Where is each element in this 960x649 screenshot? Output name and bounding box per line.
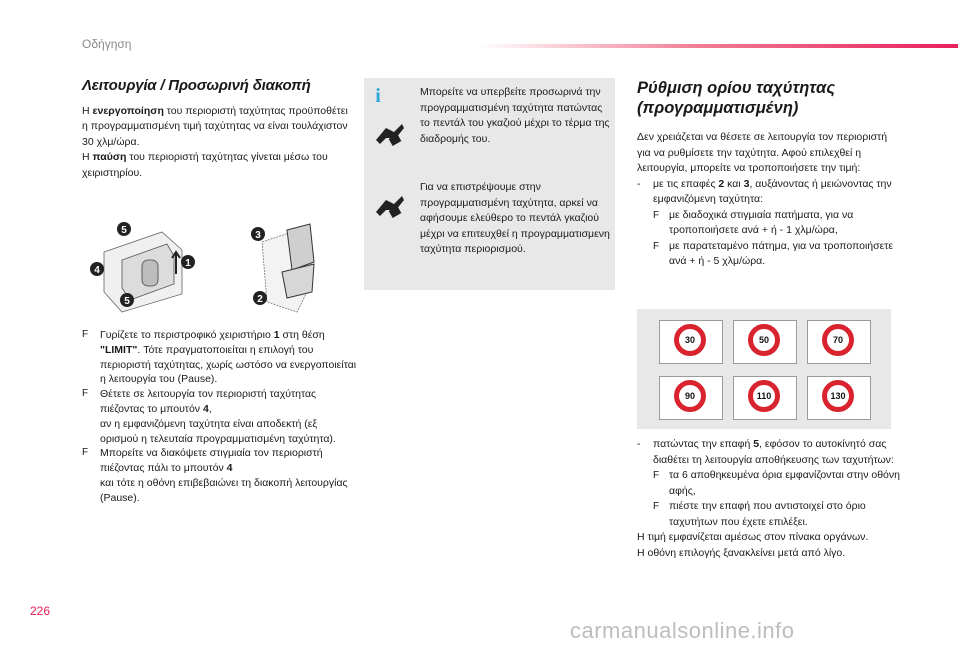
bold-ref: 4 bbox=[202, 402, 209, 415]
text: με τις επαφές bbox=[653, 177, 719, 190]
speed-sign-tile[interactable] bbox=[807, 376, 871, 420]
section-heading-operation: Λειτουργία / Προσωρινή διακοπή bbox=[82, 77, 311, 94]
bullet-marker: F bbox=[82, 388, 89, 400]
speed-limit-sign: 50 bbox=[748, 324, 780, 356]
speed-limiter-controls-illustration bbox=[82, 222, 352, 317]
callout-label: 4 bbox=[94, 265, 100, 276]
text: πατώντας την επαφή bbox=[653, 438, 754, 450]
sub-item-text: τα 6 αποθηκευμένα όρια εμφανίζονται στην οθόνη αφής, bbox=[669, 469, 900, 497]
list-item bbox=[637, 437, 907, 468]
operation-steps-list bbox=[82, 328, 358, 506]
bullet-marker: F bbox=[653, 240, 660, 252]
list-item-text bbox=[100, 387, 358, 446]
text: του περιοριστή ταχύτητας γίνεται μέσω του χειριστηρίου. bbox=[82, 151, 328, 179]
right-column-continued bbox=[637, 437, 907, 561]
info-text-return: Για να επιστρέψουμε στην προγραμματισμένη ταχύτητα, αρκεί να αφήσουμε ελεύθερο το πεντάλ γκαζιού μέχρι να επιτευχθεί η προγραμματισμενη ταχύτητα περιορισμού. bbox=[420, 181, 610, 255]
speed-sign-tile[interactable] bbox=[659, 320, 723, 364]
list-item-text bbox=[100, 446, 358, 505]
sub-item-text: πιέστε την επαφή που αντιστοιχεί στο όριο ταχυτήτων που έχετε επιλέξει. bbox=[669, 500, 866, 528]
foot-pedal-press-icon bbox=[372, 118, 406, 148]
text: και bbox=[724, 177, 744, 190]
text: Η bbox=[82, 104, 93, 117]
right-column bbox=[637, 78, 897, 270]
bullet-marker: F bbox=[653, 209, 660, 221]
bullet-marker: F bbox=[653, 501, 660, 512]
info-icon: i bbox=[375, 85, 381, 107]
sub-list-item bbox=[637, 468, 907, 499]
bold-term-activation: ενεργοποίηση bbox=[92, 104, 164, 117]
list-item-text bbox=[100, 328, 358, 387]
bullet-marker: F bbox=[653, 470, 660, 481]
text: αν η εμφανιζόμενη ταχύτητα είναι αποδεκτή (εξ ορισμού η τελευταία προγραμματισμένη ταχύτητα). bbox=[100, 417, 336, 445]
control-stalk-drawing bbox=[104, 232, 182, 312]
list-item bbox=[637, 177, 897, 208]
text: στη θέση bbox=[279, 329, 325, 341]
text: . Τότε πραγματοποιείται η επιλογή του περιοριστή ταχύτητας, χωρίς ωστόσο να ενεργοποιείται η λειτουργία του (Pause). bbox=[100, 343, 357, 386]
callout-3 bbox=[251, 227, 265, 241]
callout-5-top bbox=[117, 222, 131, 236]
text: Θέτετε σε λειτουργία τον περιοριστή ταχύτητας πιέζοντας το μπουτόν bbox=[100, 388, 317, 415]
callout-4 bbox=[90, 262, 104, 276]
list-item bbox=[82, 446, 358, 505]
bold-ref: 3 bbox=[743, 177, 750, 190]
steering-paddle-drawing bbox=[262, 224, 314, 312]
text: , bbox=[208, 402, 212, 415]
text: του περιοριστή ταχύτητας προϋποθέτει η προγραμματισμένη τιμή ταχύτητας να είναι τουλάχιστον bbox=[82, 104, 348, 132]
foot-pedal-release-icon bbox=[372, 190, 406, 220]
bold-ref: "LIMIT" bbox=[100, 343, 138, 356]
dash-marker: - bbox=[637, 438, 641, 450]
text: Η bbox=[82, 151, 93, 163]
speed-sign-tile[interactable] bbox=[807, 320, 871, 364]
list-item-text bbox=[653, 437, 907, 468]
callout-label: 5 bbox=[124, 296, 130, 307]
list-item bbox=[82, 387, 358, 446]
text: Μπορείτε να διακόψετε στιγμιαία τον περιοριστή πιέζοντας πάλι το μπουτόν bbox=[100, 447, 323, 475]
running-header: Οδήγηση bbox=[82, 37, 132, 51]
text: , αυξάνοντας ή μειώνοντας την εμφανιζόμενη ταχύτητα: bbox=[653, 177, 892, 205]
callout-1 bbox=[181, 255, 195, 269]
min-speed-value: 30 χλμ/ώρα. bbox=[82, 135, 140, 148]
text: και τότε η οθόνη επιβεβαιώνει τη διακοπή λειτουργίας (Pause). bbox=[100, 476, 348, 504]
sub-list-item bbox=[637, 208, 897, 239]
speed-signs-panel bbox=[637, 309, 891, 429]
bullet-marker: F bbox=[82, 329, 89, 340]
speed-limit-sign: 70 bbox=[822, 324, 854, 356]
text: Γυρίζετε το περιστροφικό χειριστήριο bbox=[100, 329, 274, 341]
callout-5-bottom bbox=[120, 293, 134, 307]
info-text-override: Μπορείτε να υπερβείτε προσωρινά την προγραμματισμένη ταχύτητα πατώντας το πεντάλ του γκαζιού μέχρι το τέρμα της διαδρομής του. bbox=[420, 86, 610, 145]
speed-sign-tile[interactable] bbox=[659, 376, 723, 420]
header-accent-line bbox=[480, 44, 958, 48]
intro-paragraph: Δεν χρειάζεται να θέσετε σε λειτουργία τον περιοριστή για να ρυθμίσετε την ταχύτητα. Αφού επιλεχθεί η λειτουργία, μπορείτε να τροποποιήσετε την τιμή: bbox=[637, 131, 888, 174]
heading-line: Ρύθμιση ορίου ταχύτητας bbox=[637, 79, 836, 97]
sub-list-item bbox=[637, 239, 897, 270]
speed-limit-sign: 130 bbox=[822, 380, 854, 412]
list-item bbox=[82, 328, 358, 387]
outro-paragraph-1: Η τιμή εμφανίζεται αμέσως στον πίνακα οργάνων. bbox=[637, 531, 869, 543]
speed-limit-sign: 90 bbox=[674, 380, 706, 412]
speed-sign-tile[interactable] bbox=[733, 376, 797, 420]
speed-sign-tile[interactable] bbox=[733, 320, 797, 364]
bold-ref: 2 bbox=[718, 177, 725, 190]
bold-ref: 4 bbox=[226, 462, 233, 475]
sub-item-text: με παρατεταμένο πάτημα, για να τροποποιήσετε ανά + ή - 5 χλμ/ώρα. bbox=[669, 239, 894, 267]
callout-label: 3 bbox=[255, 230, 261, 241]
bold-ref: 5 bbox=[753, 438, 760, 450]
callout-label: 5 bbox=[121, 225, 127, 236]
speed-limit-sign: 110 bbox=[748, 380, 780, 412]
speed-limit-sign: 30 bbox=[674, 324, 706, 356]
callout-2 bbox=[253, 291, 267, 305]
callout-label: 1 bbox=[185, 258, 191, 269]
callout-label: 2 bbox=[257, 294, 263, 305]
sub-list-item bbox=[637, 499, 907, 530]
bold-term-pause: παύση bbox=[92, 151, 127, 163]
section-heading-speed-setting bbox=[637, 78, 897, 118]
bold-ref: 1 bbox=[273, 329, 280, 341]
watermark: carmanualsonline.info bbox=[570, 618, 795, 643]
text: , εφόσον το αυτοκίνητό σας διαθέτει τη λειτουργία αποθήκευσης των ταχυτήτων: bbox=[653, 438, 894, 466]
bullet-marker: F bbox=[82, 447, 89, 459]
outro-paragraph-2: Η οθόνη επιλογής ξανακλείνει μετά από λίγο. bbox=[637, 546, 846, 559]
left-column bbox=[82, 78, 352, 181]
sub-item-text: με διαδοχικά στιγμιαία πατήματα, για να τροποποιήσετε ανά + ή - 1 χλμ/ώρα, bbox=[669, 208, 854, 236]
dash-marker: - bbox=[637, 177, 641, 190]
heading-line: (προγραμματισμένη) bbox=[637, 99, 799, 117]
list-item-text bbox=[653, 177, 897, 208]
activation-paragraph bbox=[82, 104, 352, 182]
page-number: 226 bbox=[30, 604, 51, 618]
